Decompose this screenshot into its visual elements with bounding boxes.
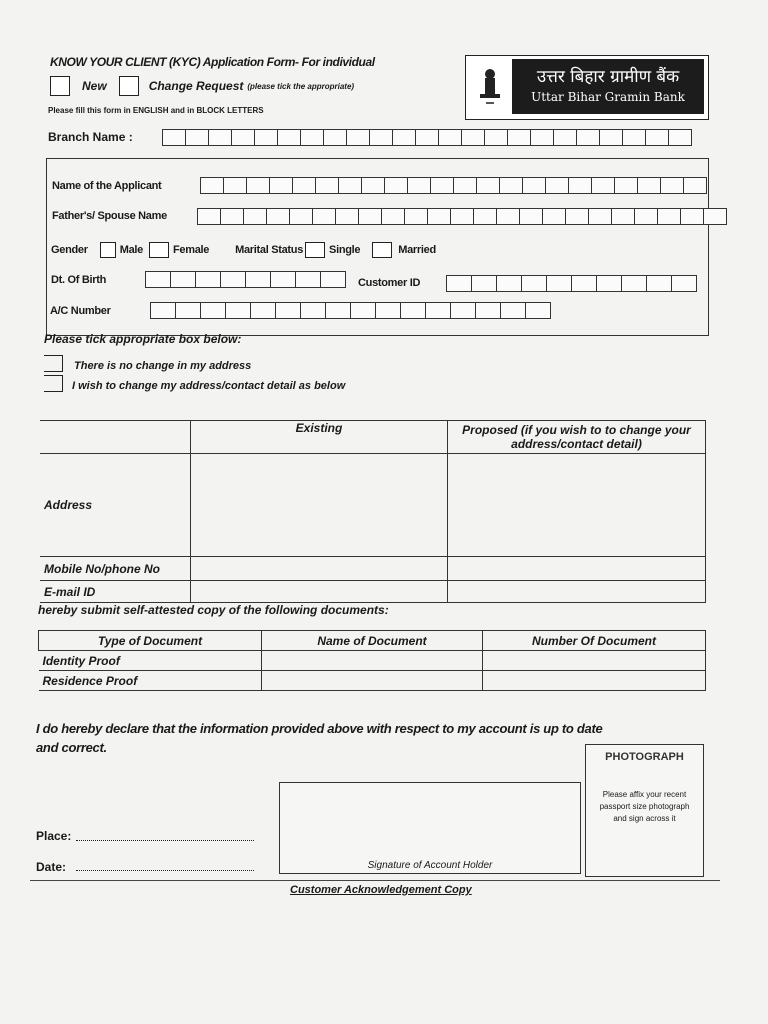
change-request-checkbox[interactable]	[119, 76, 139, 96]
customer-id-input[interactable]	[446, 275, 697, 292]
existing-header: Existing	[191, 421, 448, 454]
married-checkbox[interactable]	[372, 242, 392, 258]
photograph-note: Please affix your recent passport size photograph and sign across it	[599, 790, 690, 823]
documents-intro: hereby submit self-attested copy of the following documents:	[38, 603, 389, 617]
father-spouse-label: Father's/ Spouse Name	[52, 210, 167, 222]
customer-id-label: Customer ID	[358, 277, 421, 289]
instruction-text: Please fill this form in ENGLISH and in BLOCK LETTERS	[48, 106, 264, 115]
declaration-line2: and correct.	[36, 740, 107, 755]
doc-type-header: Type of Document	[39, 631, 262, 651]
identity-proof-label: Identity Proof	[39, 651, 262, 671]
gender-marital-row	[51, 242, 436, 258]
existing-mobile-field[interactable]	[191, 557, 448, 581]
email-row-label: E-mail ID	[40, 581, 191, 603]
marital-status-label: Marital Status	[235, 244, 304, 256]
identity-doc-name-field[interactable]	[262, 651, 483, 671]
dob-input[interactable]	[145, 271, 346, 288]
dob-label: Dt. Of Birth	[51, 274, 107, 286]
proposed-address-field[interactable]	[448, 454, 706, 557]
documents-table	[38, 630, 706, 691]
photograph-box[interactable]	[585, 744, 704, 877]
gender-label: Gender	[51, 244, 88, 256]
place-field[interactable]	[76, 840, 254, 841]
single-label: Single	[329, 244, 361, 256]
form-title: KNOW YOUR CLIENT (KYC) Application Form- For individual	[50, 55, 375, 69]
applicant-name-input[interactable]	[200, 177, 707, 194]
proposed-mobile-field[interactable]	[448, 557, 706, 581]
date-label: Date:	[36, 860, 67, 874]
date-field[interactable]	[76, 870, 254, 871]
change-address-checkbox[interactable]	[44, 375, 63, 392]
female-checkbox[interactable]	[149, 242, 169, 258]
new-label: New	[82, 79, 107, 93]
change-request-label: Change Request	[148, 79, 244, 93]
female-label: Female	[172, 244, 210, 256]
address-row-label: Address	[40, 454, 191, 557]
residence-doc-name-field[interactable]	[262, 671, 483, 691]
bank-logo	[465, 55, 709, 120]
bank-name-block	[512, 59, 704, 114]
no-change-label: There is no change in my address	[74, 360, 252, 372]
residence-doc-number-field[interactable]	[483, 671, 706, 691]
single-checkbox[interactable]	[305, 242, 325, 258]
footer-divider	[30, 880, 720, 881]
married-label: Married	[398, 244, 436, 256]
declaration-line1: I do hereby declare that the information provided above with respect to my account is up to date	[36, 721, 603, 736]
ac-number-input[interactable]	[150, 302, 551, 319]
bank-emblem-icon	[472, 64, 508, 110]
doc-number-header: Number Of Document	[483, 631, 706, 651]
signature-label: Signature of Account Holder	[367, 860, 493, 871]
bank-name-english: Uttar Bihar Gramin Bank	[531, 90, 685, 104]
change-note: (please tick the appropriate)	[247, 81, 355, 91]
acknowledgement-copy-label: Customer Acknowledgement Copy	[290, 884, 472, 896]
bank-name-hindi: उत्तर बिहार ग्रामीण बैंक	[536, 67, 680, 87]
ac-number-label: A/C Number	[50, 305, 111, 317]
no-change-checkbox[interactable]	[44, 355, 63, 372]
branch-name-label: Branch Name :	[48, 130, 133, 144]
photograph-title: PHOTOGRAPH	[605, 751, 684, 763]
proposed-header: Proposed (if you wish to to change your address/contact detail)	[448, 421, 706, 454]
new-checkbox[interactable]	[50, 76, 70, 96]
male-checkbox[interactable]	[100, 242, 116, 258]
signature-box[interactable]	[279, 782, 581, 874]
request-type-row	[50, 76, 354, 96]
change-address-label: I wish to change my address/contact detail as below	[72, 380, 346, 392]
branch-name-input[interactable]	[162, 129, 692, 146]
father-spouse-input[interactable]	[197, 208, 727, 225]
existing-email-field[interactable]	[191, 581, 448, 603]
address-table	[40, 420, 706, 603]
place-label: Place:	[36, 829, 72, 843]
applicant-name-label: Name of the Applicant	[52, 180, 162, 192]
identity-doc-number-field[interactable]	[483, 651, 706, 671]
address-prompt: Please tick appropriate box below:	[44, 332, 242, 346]
residence-proof-label: Residence Proof	[39, 671, 262, 691]
mobile-row-label: Mobile No/phone No	[40, 557, 191, 581]
doc-name-header: Name of Document	[262, 631, 483, 651]
existing-address-field[interactable]	[191, 454, 448, 557]
male-label: Male	[119, 244, 143, 256]
proposed-email-field[interactable]	[448, 581, 706, 603]
